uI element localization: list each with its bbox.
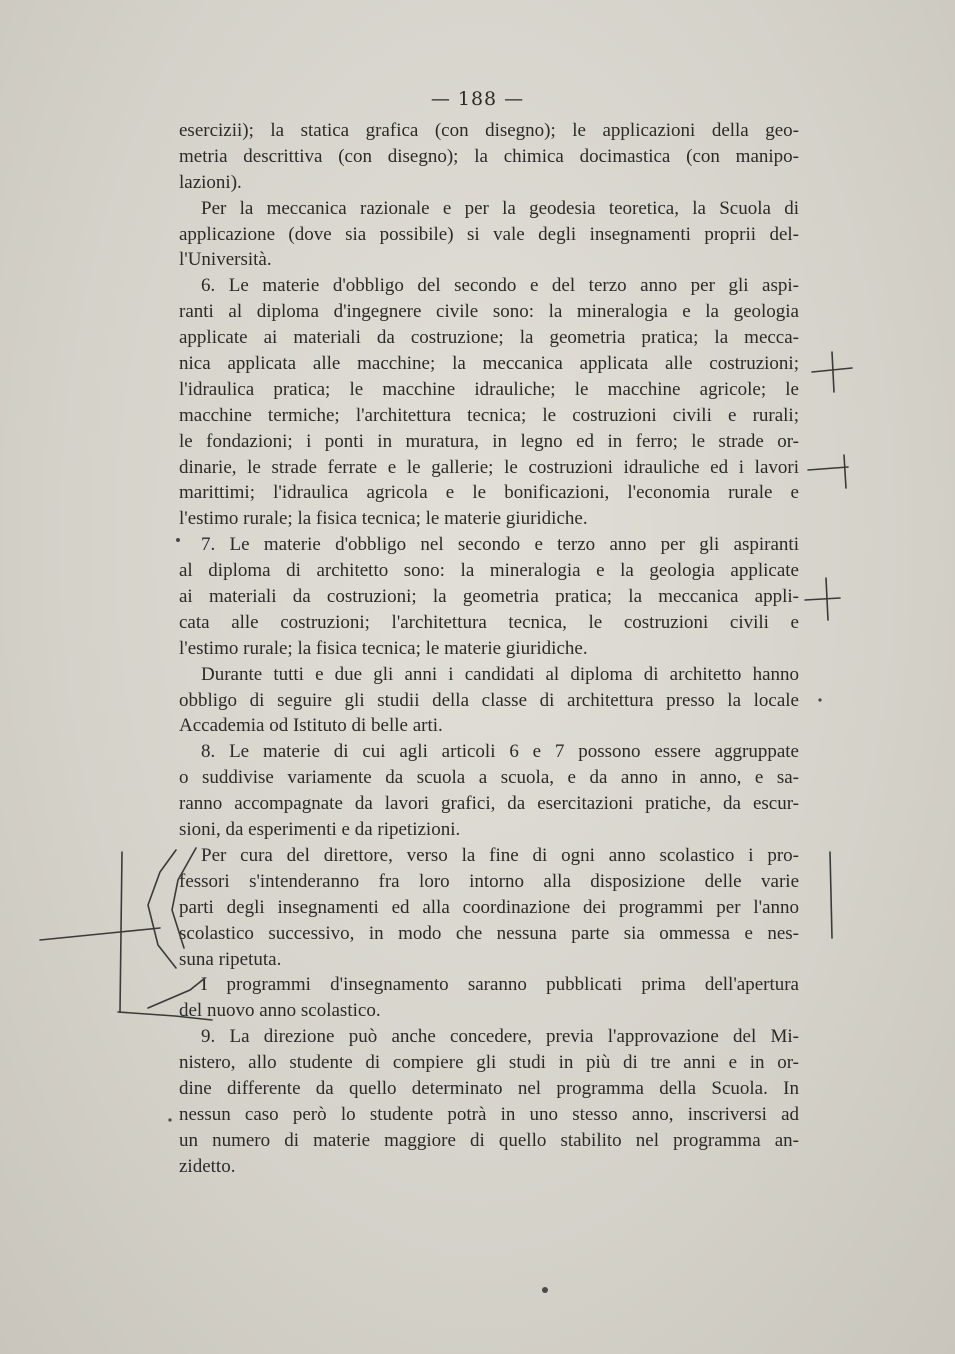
text-line: 8. Le materie di cui agli articoli 6 e 7 possono essere aggruppate (201, 741, 799, 763)
text-line: del nuovo anno scolastico. (179, 1000, 381, 1022)
text-line: sioni, da esperimenti e da ripetizioni. (179, 819, 461, 841)
text-line: lazioni). (179, 171, 242, 193)
text-line: Accademia od Istituto di belle arti. (179, 715, 443, 737)
text-line: esercizii); la statica grafica (con disegno); le applicazioni della geo- (179, 120, 799, 141)
margin-bracket-mark (120, 852, 122, 1012)
text-line: Durante tutti e due gli anni i candidati al diploma di architetto hanno (201, 663, 799, 685)
margin-vertical-mark (830, 852, 832, 938)
text-line: I programmi d'insegnamento saranno pubblicati prima dell'apertura (201, 974, 799, 996)
text-line: un numero di materie maggiore di quello stabilito nel programma an- (179, 1129, 799, 1151)
margin-bracket-mark (148, 850, 176, 968)
text-line: 9. La direzione può anche concedere, previa l'approvazione del Mi- (201, 1026, 799, 1048)
text-line: nistero, allo studente di compiere gli studi in più di tre anni e in or- (179, 1052, 799, 1074)
text-line: zidetto. (179, 1155, 236, 1177)
margin-cross-mark (808, 455, 848, 488)
text-line: 7. Le materie d'obbligo nel secondo e terzo anno per gli aspiranti (201, 534, 799, 556)
margin-bracket-mark (40, 928, 160, 940)
text-line: applicate ai materiali da costruzione; la geometria pratica; la mecca- (179, 327, 799, 349)
ink-speck (542, 1287, 548, 1293)
text-line: parti degli insegnamenti ed alla coordinazione dei programmi per l'anno (179, 896, 799, 918)
text-line: nessun caso però lo studente potrà in uno stesso anno, inscriversi ad (179, 1103, 799, 1125)
text-line: o suddivise variamente da scuola a scuola, e da anno in anno, e sa- (179, 767, 799, 789)
text-line: l'estimo rurale; la fisica tecnica; le materie giuridiche. (179, 508, 588, 530)
text-line: l'estimo rurale; la fisica tecnica; le materie giuridiche. (179, 637, 588, 659)
text-line: l'idraulica pratica; le macchine idrauliche; le macchine agricole; le (179, 378, 799, 400)
text-line: dine differente da quello determinato nel programma della Scuola. In (179, 1077, 799, 1099)
margin-cross-mark (805, 578, 840, 620)
text-line: obbligo di seguire gli studii della classe di architettura presso la locale (179, 689, 799, 711)
body-text (179, 118, 799, 1180)
text-line: l'Università. (179, 249, 272, 271)
text-line: ai materiali da costruzioni; la geometria pratica; la meccanica appli- (179, 586, 799, 608)
text-line: cata alle costruzioni; l'architettura tecnica, le costruzioni civili e (179, 611, 799, 633)
text-line: 6. Le materie d'obbligo del secondo e del terzo anno per gli aspi- (201, 275, 799, 297)
text-line: al diploma di architetto sono: la mineralogia e la geologia applicate (179, 560, 799, 582)
text-line: metria descrittiva (con disegno); la chimica docimastica (con manipo- (179, 145, 799, 167)
text-line: applicazione (dove sia possibile) si vale degli insegnamenti proprii del- (179, 223, 799, 245)
ink-speck (818, 698, 821, 701)
text-line: macchine termiche; l'architettura tecnica; le costruzioni civili e rurali; (179, 404, 799, 426)
margin-cross-mark (812, 352, 852, 392)
text-line: ranti al diploma d'ingegnere civile sono: la mineralogia e la geologia (179, 301, 799, 323)
text-line: Per la meccanica razionale e per la geodesia teoretica, la Scuola di (201, 197, 799, 219)
text-line: ranno accompagnate da lavori grafici, da esercitazioni pratiche, da escur- (179, 793, 799, 815)
text-line: nica applicata alle macchine; la meccanica applicata alle costruzioni; (179, 353, 799, 375)
text-line: Per cura del direttore, verso la fine di ogni anno scolastico i pro- (201, 844, 799, 866)
text-line: le fondazioni; i ponti in muratura, in legno ed in ferro; le strade or- (179, 430, 799, 452)
page-number: — 188 — (430, 88, 525, 110)
text-line: suna ripetuta. (179, 948, 282, 970)
ink-speck (168, 1118, 171, 1121)
text-line: scolastico successivo, in modo che nessuna parte sia ommessa e nes- (179, 922, 799, 944)
text-line: marittimi; l'idraulica agricola e le bonificazioni, l'economia rurale e (179, 482, 799, 504)
text-line: dinarie, le strade ferrate e le gallerie; le costruzioni idrauliche ed i lavori (179, 456, 799, 478)
text-line: fessori s'intenderanno fra loro intorno alla disposizione delle varie (179, 870, 799, 892)
